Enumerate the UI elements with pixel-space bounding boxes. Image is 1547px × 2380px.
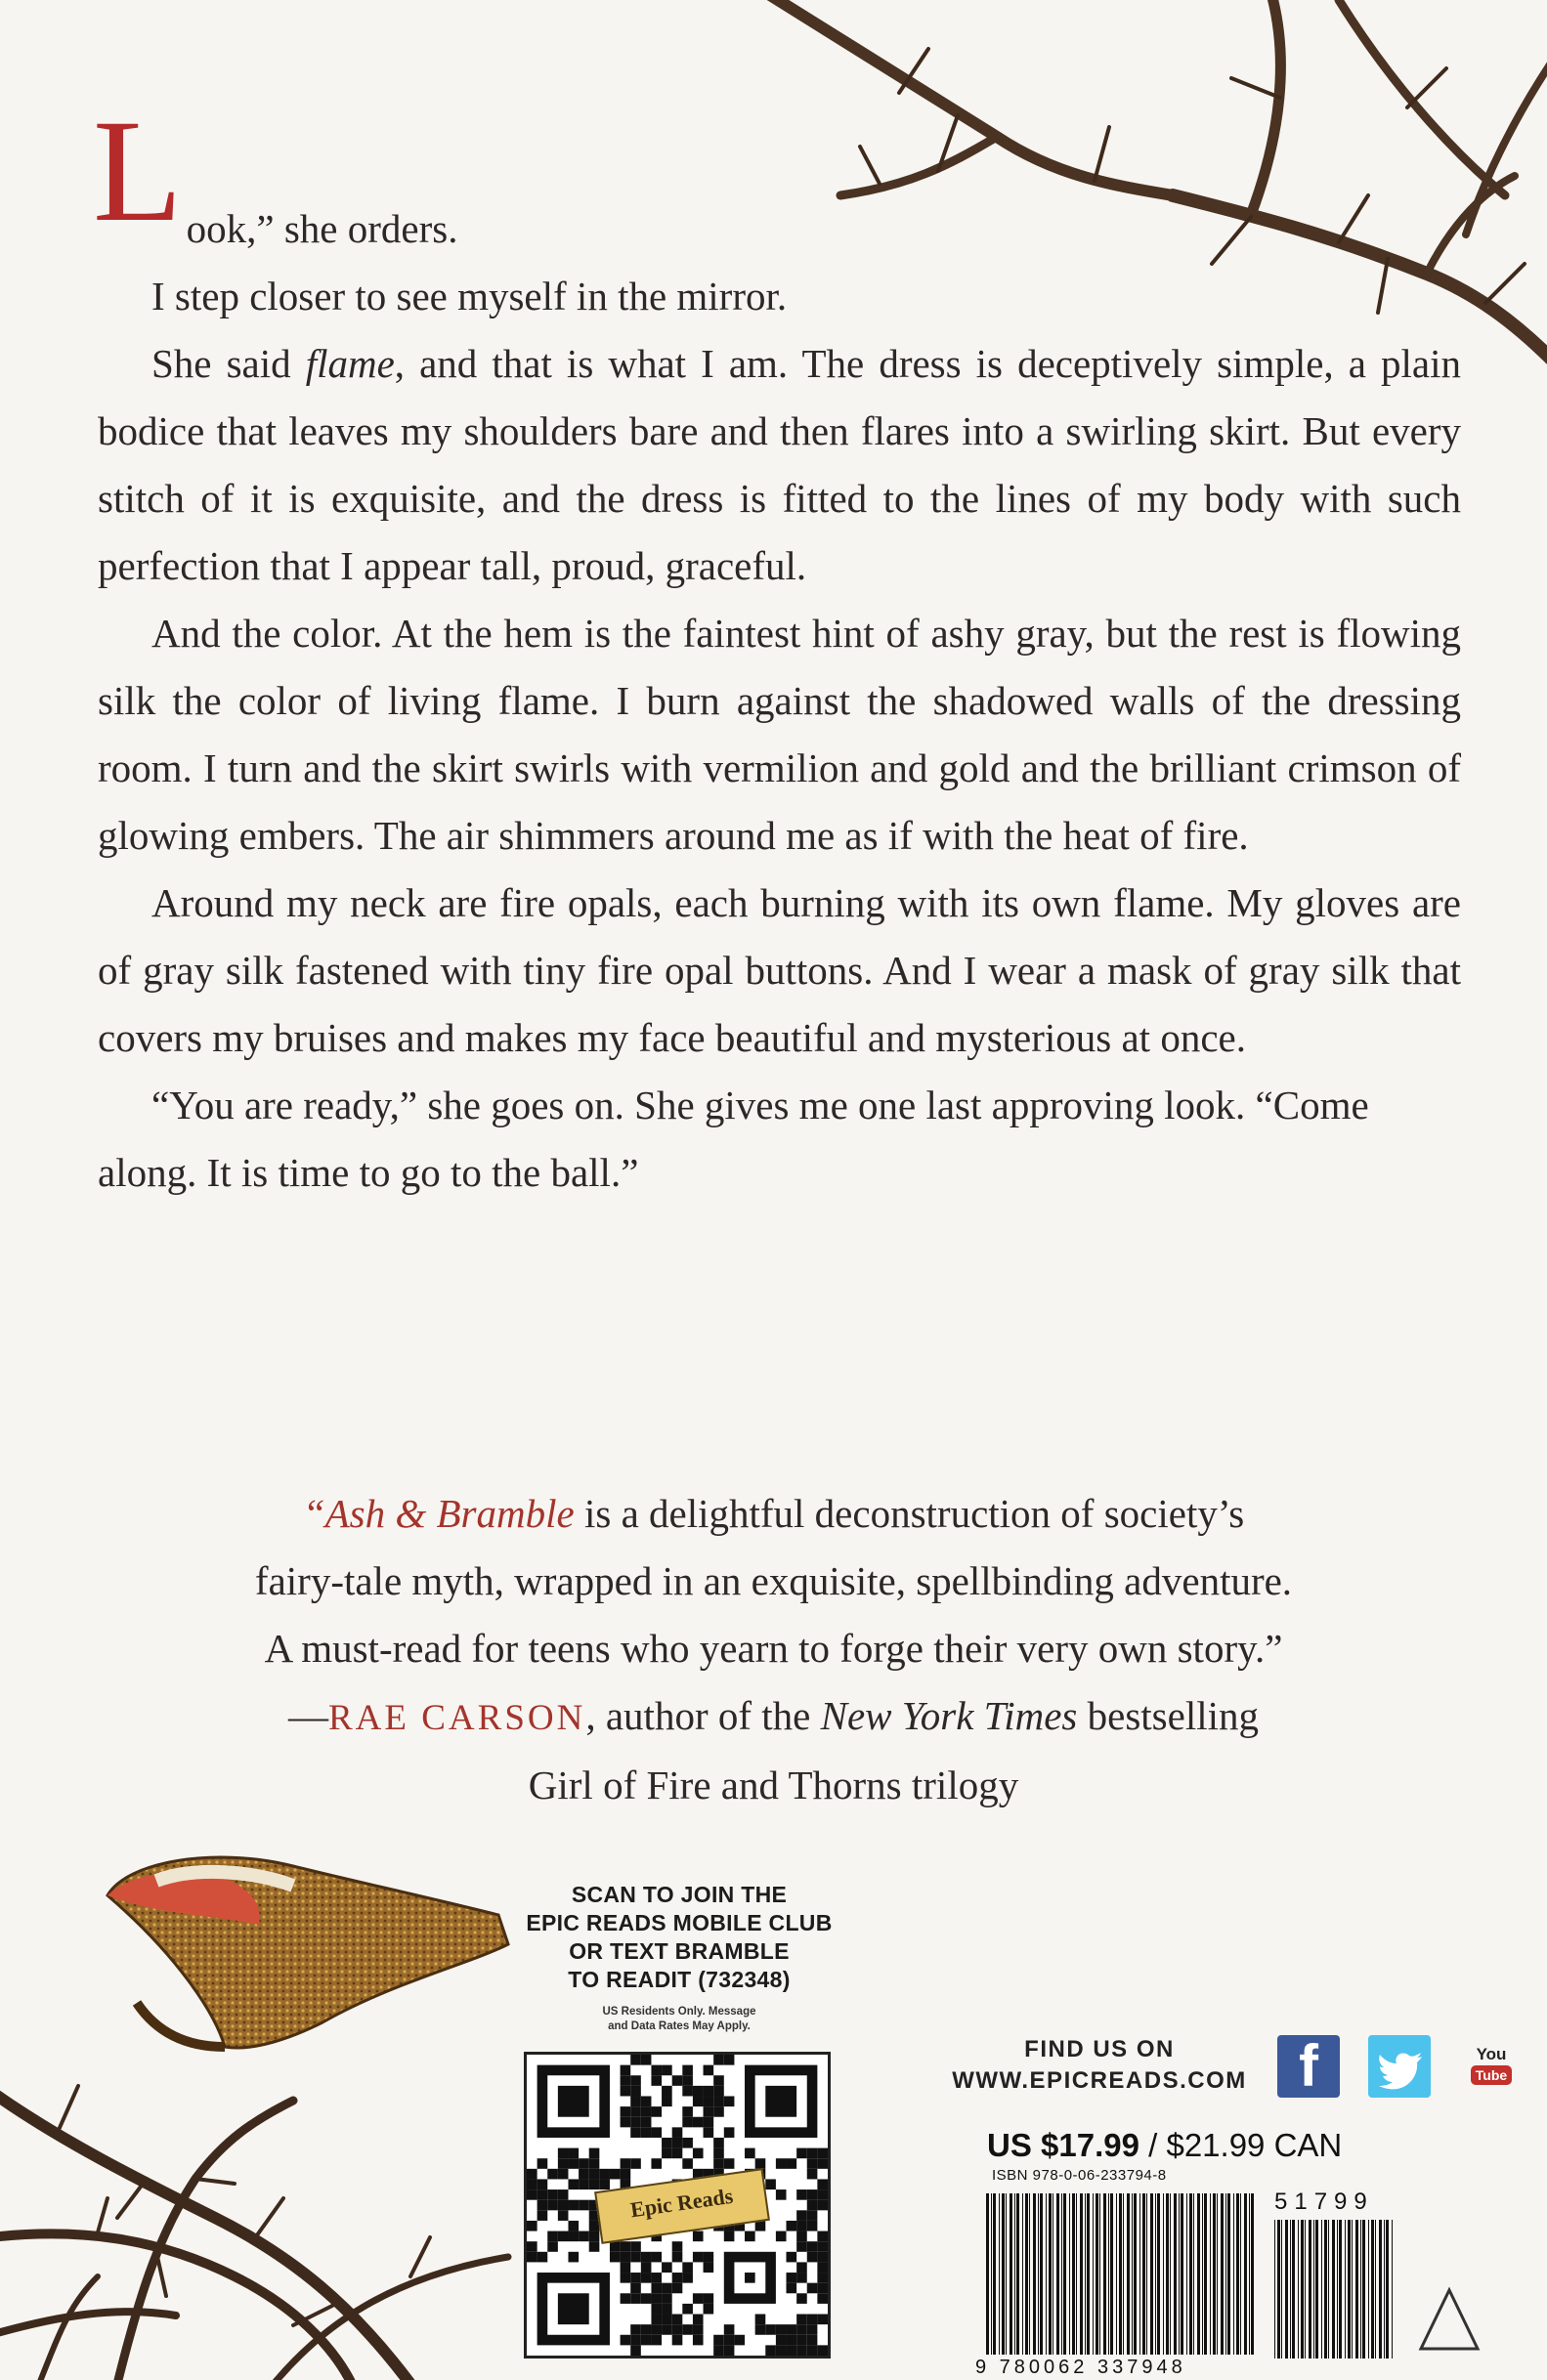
excerpt-paragraph-6: “You are ready,” she goes on. She gives me one last approving look. “Come along. It is time to go to the ball.” [98,1083,1369,1195]
blurb-line-1 [59,1480,1488,1548]
qr-text-line-2: EPIC READS MOBILE CLUB [526,1910,833,1935]
blurb-line-3: A must-read for teens who yearn to forge their very own story.” [264,1626,1283,1671]
blurb-line-2: fairy-tale myth, wrapped in an exquisite, spellbinding adventure. [254,1558,1293,1603]
review-blurb [59,1480,1488,1819]
qr-text-line-1: SCAN TO JOIN THE [571,1882,788,1907]
excerpt-paragraph-3 [98,330,1461,600]
barcode-digits: 9 780062 337948 [975,2357,1186,2378]
excerpt-first-line: ook,” she orders. [186,206,458,251]
blurb-credit [59,1682,1488,1752]
qr-call-to-action [503,1881,855,1994]
harperteen-triangle-icon [1417,2286,1482,2355]
qr-disclaimer-line-1: US Residents Only. Message [602,2006,756,2018]
excerpt-paragraph-5: Around my neck are fire opals, each burning with its own flame. My gloves are of gray silk fastened with tiny fire opal buttons. And I wear a mask of gray silk that covers my bruises and makes my face beautiful and mysterious at once. [98,880,1461,1060]
isbn-number: ISBN 978-0-06-233794-8 [992,2167,1167,2184]
blurb-credit-line-2: Girl of Fire and Thorns trilogy [528,1763,1019,1807]
youtube-you-text: You [1476,2045,1507,2063]
qr-text-line-4: TO READIT (732348) [568,1967,791,1992]
qr-text-line-3: OR TEXT BRAMBLE [569,1938,790,1964]
facebook-icon[interactable] [1277,2035,1340,2098]
epic-reads-badge: Epic Reads [594,2168,770,2244]
blurb-book-title: Ash & Bramble [324,1491,575,1536]
drop-cap-letter: L [93,90,183,252]
twitter-bird-shape [1368,2035,1431,2098]
find-us-label: FIND US ON [1024,2036,1175,2062]
excerpt-p3-start: She said [151,341,306,386]
blurb-open-quote: “ [302,1491,325,1536]
blurb-credit-a: , author of the [585,1693,821,1738]
isbn-barcode [982,2193,1256,2359]
excerpt-paragraph-1 [93,90,1461,263]
price-separator: / [1139,2127,1167,2163]
can-price: $21.99 CAN [1166,2127,1343,2163]
us-price: US $17.99 [987,2127,1139,2163]
blurb-credit-paper: New York Times [820,1693,1078,1738]
excerpt-paragraph-4: And the color. At the hem is the faintest hint of ashy gray, but the rest is flowing silk the color of living flame. I burn against the shadowed walls of the dressing room. I turn and the skirt swirls with vermilion and gold and the brilliant crimson of glowing embers. The air shimmers around me as if with the heat of fire. [98,611,1461,858]
qr-disclaimer-line-2: and Data Rates May Apply. [608,2020,751,2032]
price-addon-digits: 51799 [1274,2189,1374,2215]
excerpt-p3-italic: flame [305,341,395,386]
blurb-credit-b: bestselling [1077,1693,1259,1738]
facebook-glyph: f [1299,2033,1318,2099]
website-link[interactable]: WWW.EPICREADS.COM [952,2067,1247,2094]
price-addon-barcode [1270,2220,1397,2359]
blurb-author: RAE CARSON [328,1698,586,1738]
qr-code[interactable] [524,2052,831,2359]
qr-disclaimer [533,2005,826,2034]
blurb-line-1-rest: is a delightful deconstruction of society’s [574,1491,1245,1536]
blurb-dash: — [288,1693,328,1738]
excerpt-text [93,90,1461,1207]
twitter-bird-icon[interactable] [1368,2035,1431,2098]
youtube-icon[interactable] [1471,2046,1512,2089]
find-us-online [943,2034,1256,2097]
price-line [987,2126,1437,2165]
excerpt-p3-end: , and that is what I am. The dress is deceptively simple, a plain bodice that leaves my shoulders bare and then flares into a swirling skirt. But every stitch of it is exquisite, and the dress is fitted to the lines of my body with such perfection that I appear tall, proud, graceful. [98,341,1461,588]
excerpt-paragraph-2: I step closer to see myself in the mirror. [151,274,788,319]
youtube-tube-text: Tube [1471,2065,1512,2085]
